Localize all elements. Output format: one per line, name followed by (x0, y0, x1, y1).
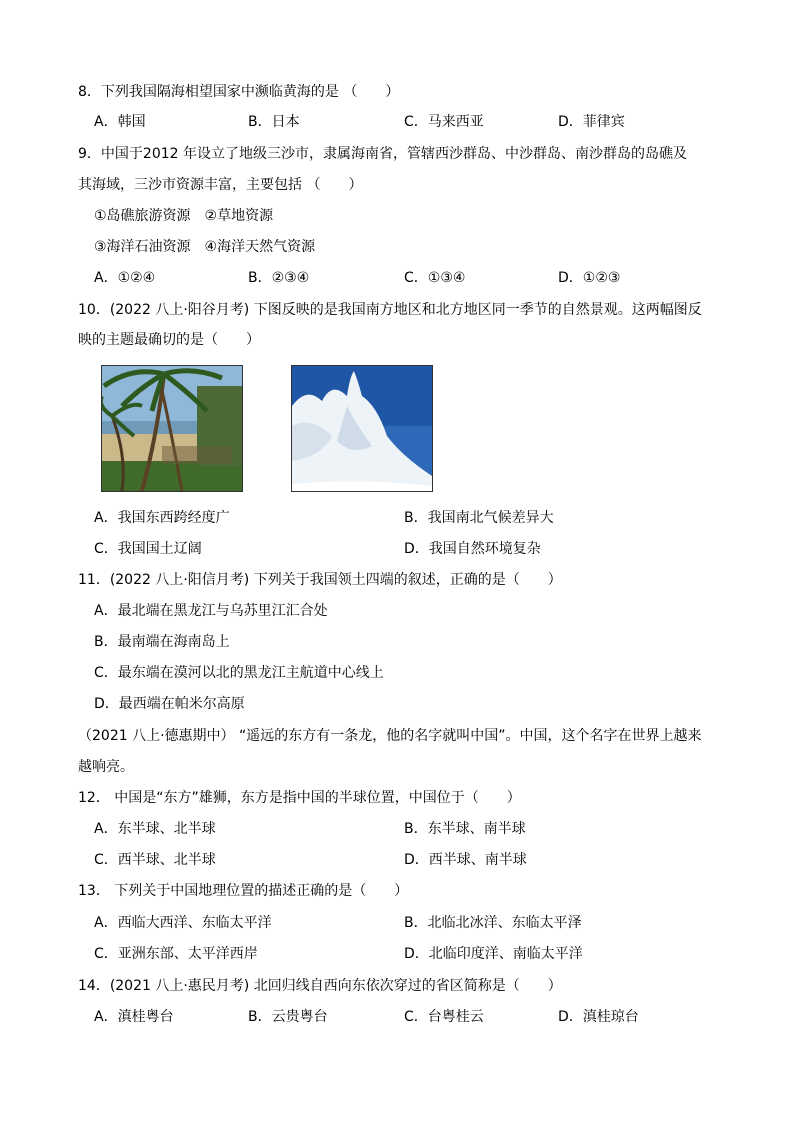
q9-option-b[interactable]: B．②③④ (248, 270, 310, 286)
q11-option-c[interactable]: C．最东端在漠河以北的黑龙江主航道中心线上 (94, 665, 384, 681)
question-12-stem: 12． 中国是“东方”雄狮，东方是指中国的半球位置，中国位于（ ） (78, 790, 521, 806)
southern-beach-palm-photo (101, 365, 243, 492)
q14-option-b[interactable]: B．云贵粤台 (248, 1009, 328, 1025)
q13-option-c[interactable]: C．亚洲东部、太平洋西岸 (94, 946, 258, 962)
northern-snow-forest-photo (291, 365, 433, 492)
question-11-stem: 11．(2022 八上·阳信月考) 下列关于我国领土四端的叙述，正确的是（ ） (78, 572, 562, 588)
q10-option-a[interactable]: A．我国东西跨经度广 (94, 510, 230, 526)
q12-option-d[interactable]: D．西半球、南半球 (404, 852, 527, 868)
q8-option-b[interactable]: B．日本 (248, 114, 300, 130)
q10-option-b[interactable]: B．我国南北气候差异大 (404, 510, 554, 526)
q14-option-d[interactable]: D．滇桂琼台 (558, 1009, 639, 1025)
q9-option-d[interactable]: D．①②③ (558, 270, 621, 286)
question-10-stem: 10．(2022 八上·阳谷月考) 下图反映的是我国南方地区和北方地区同一季节的自然景观。这两幅图反 (78, 302, 702, 318)
q10-option-c[interactable]: C．我国国土辽阔 (94, 541, 202, 557)
q8-option-a[interactable]: A．韩国 (94, 114, 146, 130)
q8-option-d[interactable]: D．菲律宾 (558, 114, 625, 130)
q12-option-b[interactable]: B．东半球、南半球 (404, 821, 526, 837)
q14-option-c[interactable]: C．台粤桂云 (404, 1009, 484, 1025)
passage-line-2: 越响亮。 (78, 759, 134, 775)
q11-option-b[interactable]: B．最南端在海南岛上 (94, 634, 230, 650)
passage-line-1: （2021 八上·德惠期中） “遥远的东方有一条龙，他的名字就叫中国”。中国，这个名字在世界上越来 (78, 728, 702, 744)
q12-option-c[interactable]: C．西半球、北半球 (94, 852, 216, 868)
q8-option-c[interactable]: C．马来西亚 (404, 114, 484, 130)
q13-option-b[interactable]: B．北临北冰洋、东临太平泽 (404, 915, 582, 931)
q9-option-c[interactable]: C．①③④ (404, 270, 466, 286)
q14-option-a[interactable]: A．滇桂粤台 (94, 1009, 174, 1025)
q9-items-1: ①岛礁旅游资源 ②草地资源 (94, 208, 274, 224)
question-8-stem: 8．下列我国隔海相望国家中濒临黄海的是 （ ） (78, 84, 400, 100)
q9-items-2: ③海洋石油资源 ④海洋天然气资源 (94, 239, 316, 255)
question-9-stem-continued: 其海域，三沙市资源丰富，主要包括 （ ） (78, 177, 363, 193)
q11-option-d[interactable]: D．最西端在帕米尔高原 (94, 696, 245, 712)
question-10-stem-continued: 映的主题最确切的是（ ） (78, 332, 260, 348)
question-9-stem: 9．中国于2012 年设立了地级三沙市，隶属海南省，管辖西沙群岛、中沙群岛、南沙群岛的岛礁及 (78, 146, 687, 162)
question-14-stem: 14．(2021 八上·惠民月考) 北回归线自西向东依次穿过的省区简称是（ ） (78, 978, 562, 994)
q13-option-d[interactable]: D．北临印度洋、南临太平洋 (404, 946, 583, 962)
question-13-stem: 13． 下列关于中国地理位置的描述正确的是（ ） (78, 883, 409, 899)
q13-option-a[interactable]: A．西临大西洋、东临太平洋 (94, 915, 272, 931)
q12-option-a[interactable]: A．东半球、北半球 (94, 821, 216, 837)
q9-option-a[interactable]: A．①②④ (94, 270, 156, 286)
q11-option-a[interactable]: A．最北端在黑龙江与乌苏里江汇合处 (94, 603, 328, 619)
q10-option-d[interactable]: D．我国自然环境复杂 (404, 541, 541, 557)
